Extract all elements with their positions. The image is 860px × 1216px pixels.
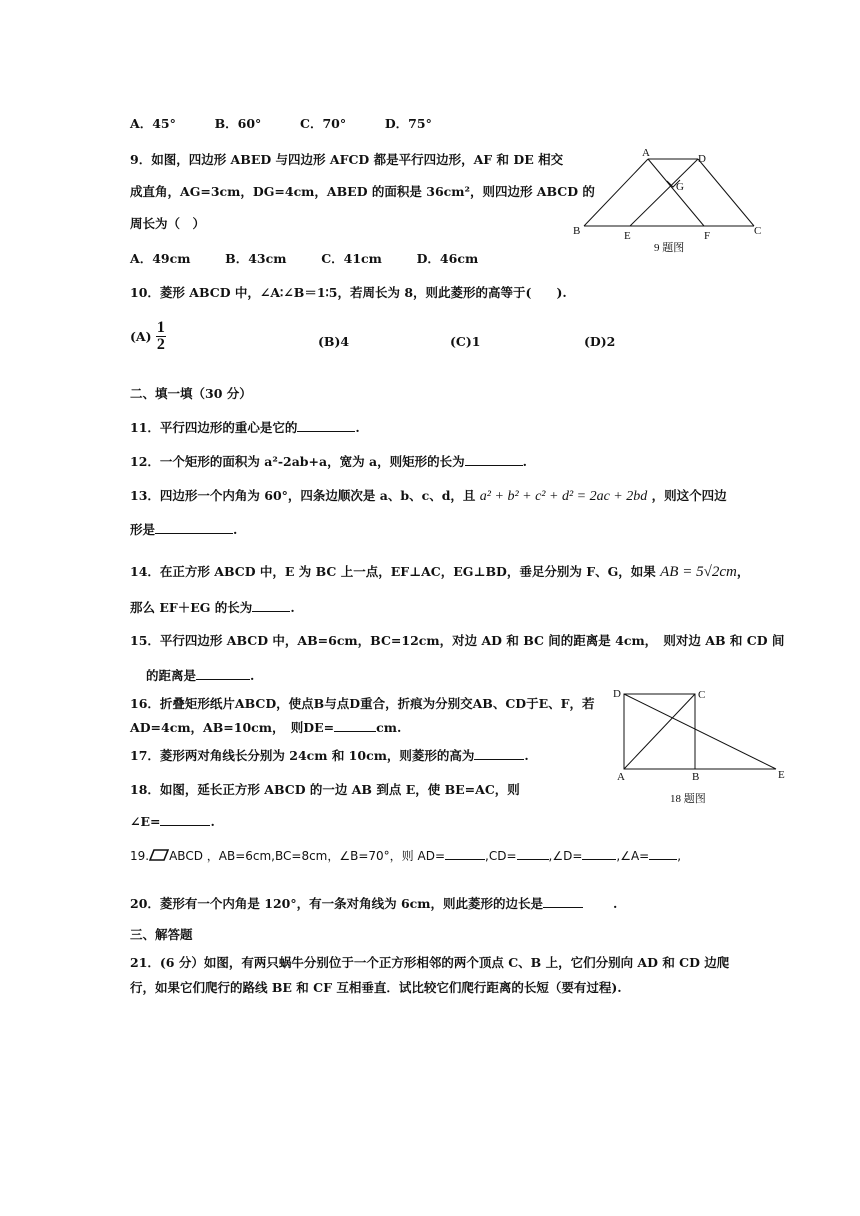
- q14-line1: [130, 562, 749, 581]
- figure-9: [570, 145, 770, 255]
- q11-answer-blank[interactable]: [297, 419, 355, 432]
- q10-option-a-numerator: 1: [156, 319, 165, 336]
- q19-angle-d-label: ,∠D=: [548, 849, 583, 863]
- q14-text: 14．在正方形 ABCD 中，E 为 BC 上一点，EF⊥AC，EG⊥BD，垂足分别为 F、G，如果: [130, 564, 656, 579]
- q13-line1: [130, 486, 727, 505]
- q18-line1: 18．如图，延长正方形 ABCD 的一边 AB 到点 E，使 BE=AC，则: [130, 782, 520, 797]
- q8-option-d: D．75°: [384, 116, 432, 131]
- q16-line1: 16．折叠矩形纸片ABCD，使点B与点D重合，折痕为分别交AB、CD于E、F，若: [130, 696, 595, 711]
- q17: [130, 746, 529, 764]
- q18-end: .: [210, 814, 215, 829]
- q10-option-b: (B)4: [318, 334, 350, 349]
- fig9-label-a: A: [642, 147, 650, 159]
- fig9-caption: 9 题图: [654, 242, 685, 254]
- q8-options: [130, 114, 432, 132]
- q8-option-c: C．70°: [300, 116, 347, 131]
- q9-option-b: B．43cm: [225, 251, 287, 266]
- q19-text: ABCD ，AB=6cm,BC=8cm，∠B=70°，则 AD=: [169, 849, 446, 863]
- q19: [130, 847, 681, 864]
- q17-end: .: [524, 748, 529, 763]
- q15-line2: [146, 666, 254, 684]
- q16-line2-text: AD=4cm，AB=10cm， 则DE=: [130, 720, 335, 735]
- q11-text: 11．平行四边形的重心是它的: [130, 420, 298, 435]
- fig9-segment-dc: [698, 159, 754, 226]
- q13-end: .: [233, 522, 238, 537]
- fig18-label-e: E: [778, 769, 785, 781]
- q18-line2: [130, 813, 215, 829]
- q12: [130, 452, 527, 470]
- q8-option-b: B．60°: [214, 116, 262, 131]
- q20-answer-blank[interactable]: [543, 895, 583, 908]
- fig9-segment-ab: [584, 159, 648, 226]
- parallelogram-symbol-icon: [149, 849, 169, 861]
- fig9-label-b: B: [573, 225, 581, 237]
- fig18-label-b: B: [692, 771, 700, 783]
- q18-line2-text: ∠E=: [130, 814, 161, 829]
- q10-option-d: (D)2: [584, 334, 616, 349]
- q14-end: .: [290, 600, 295, 615]
- q12-text: 12．一个矩形的面积为 a²-2ab+a，宽为 a，则矩形的长为: [130, 454, 465, 469]
- q21-line2: 行，如果它们爬行的路线 BE 和 CF 互相垂直．试比较它们爬行距离的长短（要有过程).: [130, 980, 622, 995]
- q8-option-a: A．45°: [130, 116, 176, 131]
- q20: [130, 894, 617, 912]
- q19-angle-a-blank[interactable]: [649, 847, 677, 860]
- fig18-label-c: C: [698, 689, 706, 701]
- q19-angle-a-label: ,∠A=: [616, 849, 650, 863]
- q9-line2: 成直角，AG=3cm，DG=4cm，ABED 的面积是 36cm²，则四边形 ABCD 的: [130, 184, 595, 199]
- q9-option-d: D．46cm: [416, 251, 479, 266]
- figure-18: [610, 686, 790, 808]
- q10-text: 10．菱形 ABCD 中，∠A∶∠B＝1∶5，若周长为 8，则此菱形的高等于( ).: [130, 285, 567, 300]
- fig9-label-e: E: [624, 230, 631, 242]
- q20-end: .: [612, 896, 618, 911]
- q13-text: 13．四边形一个内角为 60°，四条边顺次是 a、b、c、d，且: [130, 488, 476, 503]
- fig9-label-g: G: [676, 181, 684, 193]
- q14-line2: [130, 598, 295, 616]
- q10-option-a-fraction: [156, 320, 166, 353]
- q19-prefix: 19.: [130, 849, 150, 863]
- q9-line1: 9．如图，四边形 ABED 与四边形 AFCD 都是平行四边形，AF 和 DE 相交: [130, 152, 564, 167]
- q13-answer-blank[interactable]: [155, 521, 233, 534]
- q19-ad-blank[interactable]: [445, 847, 485, 860]
- q19-cd-label: ,CD=: [485, 849, 517, 863]
- q9-line3: 周长为（ ）: [130, 216, 206, 231]
- fig18-diagonal-ac: [624, 694, 695, 769]
- q9-options: [130, 249, 478, 267]
- q13-line2-text: 形是: [130, 522, 156, 537]
- q11: [130, 418, 360, 436]
- fig9-label-c: C: [754, 225, 762, 237]
- q10-option-c: (C)1: [450, 334, 481, 349]
- q10-option-a-denominator: 2: [156, 336, 165, 353]
- q10-option-a-prefix: (A): [130, 329, 152, 344]
- q9-option-a: A．49cm: [130, 251, 191, 266]
- fig9-label-d: D: [698, 153, 706, 165]
- q15-answer-blank[interactable]: [196, 667, 250, 680]
- q17-answer-blank[interactable]: [474, 747, 524, 760]
- fig18-caption: 18 题图: [670, 793, 706, 805]
- q13-equation: a² + b² + c² + d² = 2ac + 2bd: [479, 489, 648, 504]
- q15-line2-text: 的距离是: [146, 668, 197, 683]
- fig18-label-a: A: [617, 771, 625, 783]
- q15-line1: 15．平行四边形 ABCD 中，AB=6cm，BC=12cm，对边 AD 和 BC 间的距离是 4cm， 则对边 AB 和 CD 间: [130, 633, 785, 648]
- q9-option-c: C．41cm: [321, 251, 382, 266]
- q11-end: .: [355, 420, 360, 435]
- fig18-label-d: D: [613, 688, 621, 700]
- q13-after: ，则这个四边: [651, 488, 727, 503]
- q14-math: AB = 5√2cm: [660, 564, 737, 580]
- q14-answer-blank[interactable]: [252, 599, 290, 612]
- fig18-segment-de: [624, 694, 776, 769]
- fig9-segment-de: [630, 159, 698, 226]
- q14-line2-text: 那么 EF＋EG 的长为: [130, 600, 253, 615]
- q12-end: .: [522, 454, 527, 469]
- q18-answer-blank[interactable]: [160, 813, 210, 826]
- q16-unit: cm.: [376, 720, 402, 735]
- q16-answer-blank[interactable]: [334, 719, 376, 732]
- q21-line1: 21．(6 分）如图，有两只蜗牛分别位于一个正方形相邻的两个顶点 C、B 上，它们分别向 AD 和 CD 边爬: [130, 955, 730, 970]
- q19-cd-blank[interactable]: [517, 847, 549, 860]
- q10-options: [130, 320, 166, 364]
- q19-angle-d-blank[interactable]: [582, 847, 616, 860]
- fig9-label-f: F: [704, 230, 711, 242]
- q15-end: .: [250, 668, 255, 683]
- q19-end: ,: [677, 849, 682, 863]
- section-3-heading: 三、解答题: [130, 927, 193, 942]
- section-2-heading: 二、填一填（30 分）: [130, 386, 252, 401]
- q12-answer-blank[interactable]: [465, 453, 523, 466]
- q17-text: 17．菱形两对角线长分别为 24cm 和 10cm，则菱形的高为: [130, 748, 475, 763]
- q14-after: ，: [736, 564, 750, 579]
- q13-line2: [130, 520, 237, 538]
- q16-line2: [130, 718, 401, 736]
- q20-text: 20．菱形有一个内角是 120°，有一条对角线为 6cm，则此菱形的边长是: [130, 896, 543, 911]
